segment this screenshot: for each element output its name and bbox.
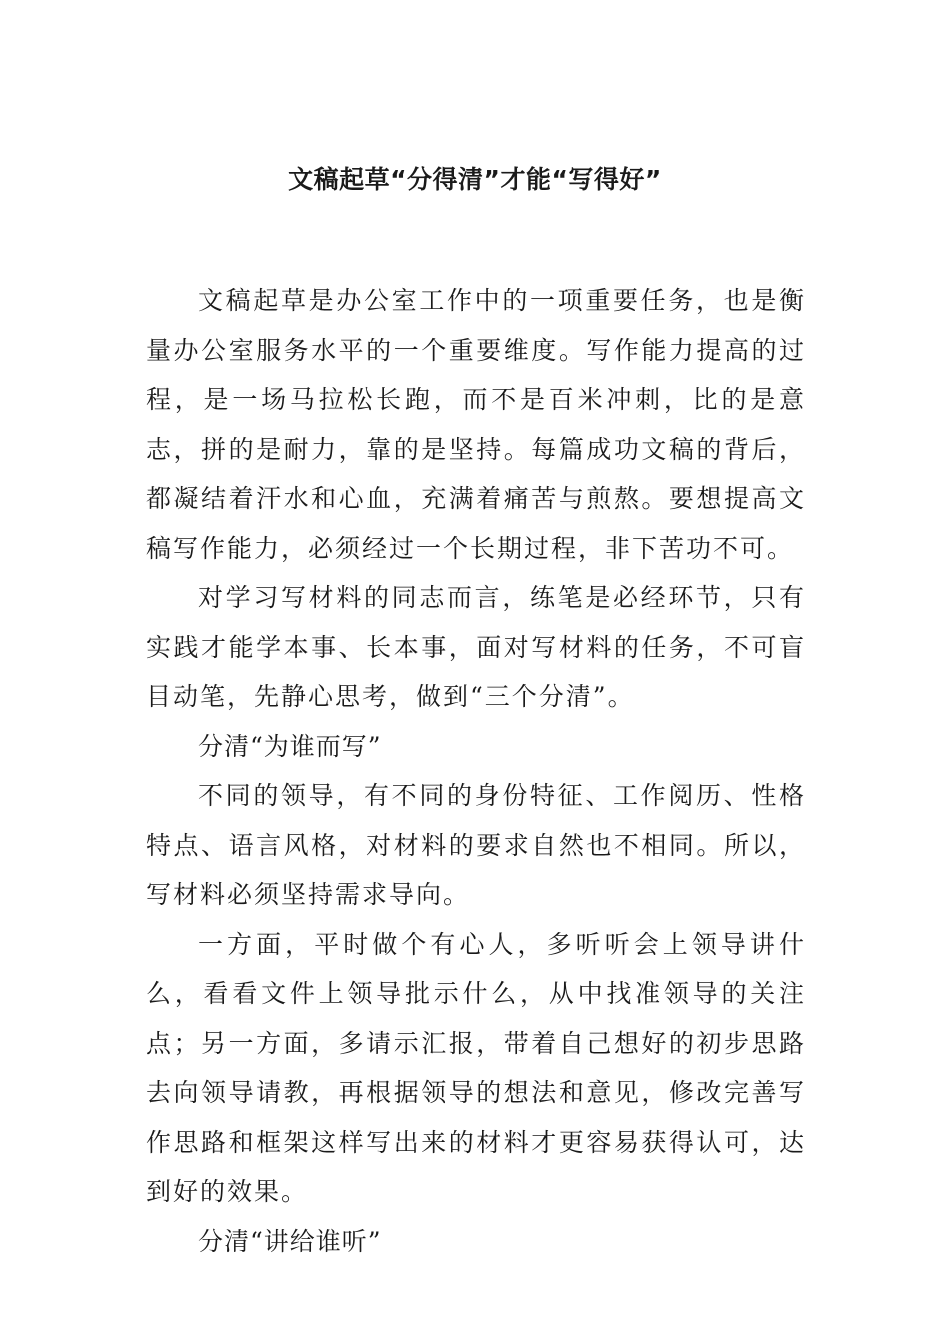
paragraph-different-leaders: 不同的领导，有不同的身份特征、工作阅历、性格特点、语言风格，对材料的要求自然也不相同。所以，写材料必须坚持需求导向。 xyxy=(146,781,806,909)
paragraph-intro: 文稿起草是办公室工作中的一项重要任务，也是衡量办公室服务水平的一个重要维度。写作能力提高的过程，是一场马拉松长跑，而不是百米冲刺，比的是意志，拼的是耐力，靠的是坚持。每篇成功文稿的背后，都凝结着汗水和心血，充满着痛苦与煎熬。要想提高文稿写作能力，必须经过一个长期过程，非下苦功不可。 xyxy=(146,286,806,563)
section-heading-who-to-write-for: 分清“为谁而写” xyxy=(198,731,382,761)
paragraph-on-one-hand: 一方面，平时做个有心人，多听听会上领导讲什么，看看文件上领导批示什么，从中找准领导的关注点；另一方面，多请示汇报，带着自己想好的初步思路去向领导请教，再根据领导的想法和意见，修改完善写作思路和框架这样写出来的材料才更容易获得认可，达到好的效果。 xyxy=(146,929,806,1206)
paragraph-practice: 对学习写材料的同志而言，练笔是必经环节，只有实践才能学本事、长本事，面对写材料的任务，不可盲目动笔，先静心思考，做到“三个分清”。 xyxy=(146,583,806,711)
document-body xyxy=(146,276,806,1266)
document-title: 文稿起草“分得清”才能“写得好” xyxy=(288,165,662,194)
section-heading-who-to-speak-to: 分清“讲给谁听” xyxy=(198,1226,382,1256)
